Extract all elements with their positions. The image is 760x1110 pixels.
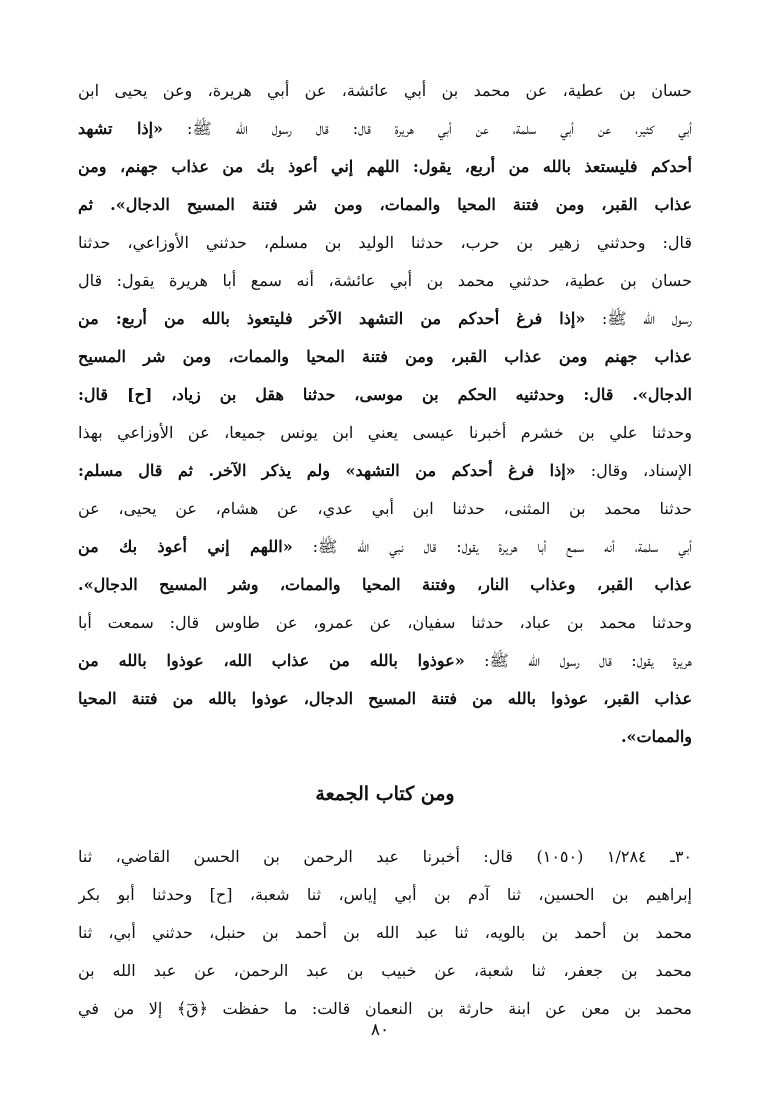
plain-text: قال: وحدثني زهير بن حرب، حدثنا الوليد بن مسلم، حدثني الأوزاعي، حدثنا — [78, 233, 692, 252]
bold-hadith-text: عذاب القبر، عوذوا بالله من فتنة المسيح الدجال، عوذوا بالله من فتنة المحيا — [78, 689, 692, 708]
plain-text: ٣٠ـ ١/٢٨٤ (١٠٥٠) قال: أخبرنا عبد الرحمن بن الحسن القاضي، ثنا — [78, 847, 692, 866]
plain-text: حسان بن عطية، عن محمد بن أبي عائشة، عن أبي هريرة، وعن يحيى ابن — [78, 81, 692, 100]
hadith-text-section — [78, 72, 692, 756]
text-line — [78, 72, 692, 110]
document-page — [78, 72, 692, 1028]
plain-text: حسان بن عطية، حدثني محمد بن أبي عائشة، أنه سمع أبا هريرة يقول: قال — [78, 271, 692, 290]
bold-hadith-text: الدجال». قال: وحدثنيه الحكم بن موسى، حدثنا هقل بن زياد، [ح] قال: — [78, 385, 692, 404]
text-line — [78, 604, 692, 642]
plain-text: أبي سلمة، أنه سمع أبا هريرة يقول: قال نبي الله ﷺ: — [292, 537, 692, 556]
text-line — [78, 110, 692, 148]
text-line — [78, 914, 692, 952]
bold-hadith-text: «اللهم إني أعوذ بك من — [78, 537, 293, 556]
chapter-heading: ومن كتاب الجمعة — [315, 783, 455, 805]
bold-hadith-text: عذاب القبر، ومن فتنة المحيا والممات، ومن شر فتنة المسيح الدجال». ثم — [78, 195, 692, 214]
plain-text: وحدثنا علي بن خشرم أخبرنا عيسى يعني ابن يونس جميعا، عن الأوزاعي بهذا — [78, 423, 692, 442]
plain-text: هريرة يقول: قال رسول الله ﷺ: — [464, 651, 692, 670]
bold-hadith-text: «عوذوا بالله من عذاب الله، عوذوا بالله من — [78, 651, 465, 670]
plain-text: رسول الله ﷺ: — [585, 309, 692, 328]
text-line — [78, 300, 692, 338]
text-line — [78, 338, 692, 376]
plain-text: حدثنا محمد بن المثنى، حدثنا ابن أبي عدي، عن هشام، عن يحيى، عن — [78, 499, 692, 518]
text-line — [78, 262, 692, 300]
bold-hadith-text: «إذا فرغ أحدكم من التشهد الآخر فليتعوذ بالله من أربع: من — [78, 309, 586, 328]
text-line — [78, 414, 692, 452]
text-line — [78, 680, 692, 718]
spacer — [78, 824, 692, 838]
text-line — [78, 718, 692, 756]
plain-text: محمد بن معن عن ابنة حارثة بن النعمان قالت: ما حفظت ﴿قٓ﴾ إلا من في — [78, 999, 692, 1018]
plain-text: محمد بن جعفر، ثنا شعبة، عن خبيب بن عبد الرحمن، عن عبد الله بن — [78, 961, 692, 980]
text-line — [78, 186, 692, 224]
plain-text: إبراهيم بن الحسين، ثنا آدم بن أبي إياس، ثنا شعبة، [ح] وحدثنا أبو بكر — [78, 885, 692, 904]
bold-hadith-text: أحدكم فليستعذ بالله من أربع، يقول: اللهم إني أعوذ بك من عذاب جهنم، ومن — [78, 157, 692, 176]
text-line — [78, 642, 692, 680]
text-line — [78, 838, 692, 876]
plain-text: وحدثنا محمد بن عباد، حدثنا سفيان، عن عمرو، عن طاوس قال: سمعت أبا — [78, 613, 692, 632]
text-line — [78, 876, 692, 914]
text-line — [78, 148, 692, 186]
bold-hadith-text: عذاب جهنم ومن عذاب القبر، ومن فتنة المحيا والممات، ومن شر المسيح — [78, 347, 692, 366]
page-number: ٨٠ — [370, 1020, 390, 1040]
bold-hadith-text: «إذا تشهد — [78, 119, 164, 138]
plain-text: الإسناد، وقال: — [575, 461, 692, 480]
plain-text: أبي كثير، عن أبي سلمة، عن أبي هريرة قال: قال رسول الله ﷺ: — [163, 119, 692, 138]
bold-hadith-text: والممات». — [620, 727, 692, 746]
bold-hadith-text: «إذا فرغ أحدكم من التشهد» ولم يذكر الآخر. ثم قال مسلم: — [78, 461, 576, 480]
plain-text: محمد بن أحمد بن بالويه، ثنا عبد الله بن أحمد بن حنبل، حدثني أبي، ثنا — [78, 923, 692, 942]
text-line — [78, 952, 692, 990]
text-line — [78, 376, 692, 414]
text-line — [78, 224, 692, 262]
text-line — [78, 566, 692, 604]
text-line — [78, 490, 692, 528]
text-line — [78, 528, 692, 566]
text-line — [78, 452, 692, 490]
hadith-text-section-2 — [78, 838, 692, 1028]
bold-hadith-text: عذاب القبر، وعذاب النار، وفتنة المحيا والممات، وشر المسيح الدجال». — [78, 575, 692, 594]
